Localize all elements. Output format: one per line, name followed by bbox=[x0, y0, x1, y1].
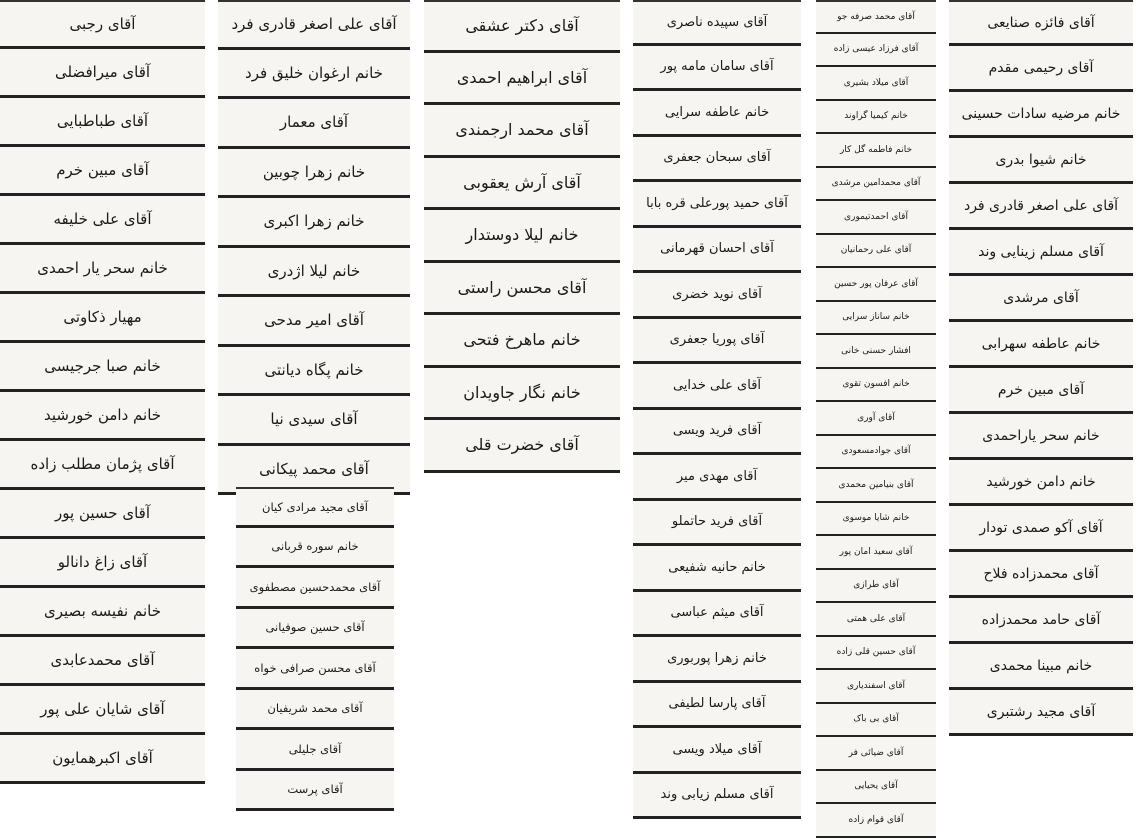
name-cell: آقای حامد محمدزاده bbox=[949, 598, 1133, 644]
name-cell: آقای حمید پورعلی قره بابا bbox=[633, 182, 801, 228]
name-cell: آقای امیر مدحی bbox=[218, 297, 410, 347]
name-cell: خانم صبا جرجیسی bbox=[0, 343, 205, 392]
name-cell: خانم مرضیه سادات حسینی bbox=[949, 92, 1133, 138]
name-list-column-3 bbox=[236, 487, 394, 811]
name-cell: خانم ارغوان خلیق فرد bbox=[218, 50, 410, 100]
name-cell: آقای محمدزاده فلاح bbox=[949, 552, 1133, 598]
name-cell: خانم سحر یاراحمدی bbox=[949, 414, 1133, 460]
name-cell: آقای عرفان پور حسین bbox=[816, 268, 936, 302]
name-cell: آقای محمد شریفیان bbox=[236, 690, 394, 731]
name-cell: خانم شیوا بدری bbox=[949, 138, 1133, 184]
name-cell: آقای معمار bbox=[218, 99, 410, 149]
name-cell: آقای دکتر عشقی bbox=[424, 0, 620, 53]
name-cell: آقای سعید امان پور bbox=[816, 536, 936, 570]
name-cell: خانم زهرا پوربوری bbox=[633, 637, 801, 683]
name-cell: خانم کیمیا گراوند bbox=[816, 101, 936, 135]
name-cell: آقای سیدی نیا bbox=[218, 396, 410, 446]
name-cell: آقای حسین صوفیانی bbox=[236, 609, 394, 650]
name-cell: آقای سپیده ناصری bbox=[633, 0, 801, 46]
name-list-column-7 bbox=[949, 0, 1133, 736]
name-cell: آقای محسن صرافی خواه bbox=[236, 649, 394, 690]
name-cell: آقای جوادمسعودی bbox=[816, 436, 936, 470]
name-cell: آقای پوریا جعفری bbox=[633, 319, 801, 365]
name-cell: آقای فائزه صنایعی bbox=[949, 0, 1133, 46]
name-cell: خانم ساناز سرایی bbox=[816, 302, 936, 336]
name-cell: آقای آوری bbox=[816, 402, 936, 436]
name-cell: آقای علی همتی bbox=[816, 603, 936, 637]
name-cell: خانم فاطمه گل کار bbox=[816, 134, 936, 168]
name-cell: خانم مبینا محمدی bbox=[949, 644, 1133, 690]
name-cell: آقای نوید خضری bbox=[633, 273, 801, 319]
name-cell: خانم سوره قربانی bbox=[236, 528, 394, 569]
name-cell: آقای مبین خرم bbox=[0, 147, 205, 196]
name-cell: آقای محمد صرفه جو bbox=[816, 0, 936, 34]
name-cell: آقای پارسا لطیفی bbox=[633, 683, 801, 729]
name-cell: آقای خضرت قلی bbox=[424, 420, 620, 473]
name-cell: خانم ماهرخ فتحی bbox=[424, 315, 620, 368]
name-cell: آقای میلاد بشیری bbox=[816, 67, 936, 101]
name-cell: آقای محمدامین مرشدی bbox=[816, 168, 936, 202]
name-cell: آقای رحیمی مقدم bbox=[949, 46, 1133, 92]
name-cell: آقای فرزاد عیسی زاده bbox=[816, 34, 936, 68]
name-cell: خانم دامن خورشید bbox=[0, 392, 205, 441]
name-cell: آقای فرید حاتملو bbox=[633, 501, 801, 547]
name-cell: مهیار ذکاوتی bbox=[0, 294, 205, 343]
name-cell: آقای محمدعابدی bbox=[0, 637, 205, 686]
name-cell: آقای احمدتیموری bbox=[816, 201, 936, 235]
name-cell: آقای مبین خرم bbox=[949, 368, 1133, 414]
name-cell: آقای طرازی bbox=[816, 570, 936, 604]
name-cell: آقای محسن راستی bbox=[424, 263, 620, 316]
name-cell: افشار حسنی خانی bbox=[816, 335, 936, 369]
name-cell: خانم پگاه دیانتی bbox=[218, 347, 410, 397]
name-cell: آقای آرش یعقوبی bbox=[424, 158, 620, 211]
name-cell: آقای مرشدی bbox=[949, 276, 1133, 322]
name-cell: آقای علی اصغر قادری فرد bbox=[949, 184, 1133, 230]
name-cell: آقای مجید مرادی کیان bbox=[236, 487, 394, 528]
name-cell: خانم شایا موسوی bbox=[816, 503, 936, 537]
name-cell: آقای میثم عباسی bbox=[633, 592, 801, 638]
name-cell: خانم افسون تقوی bbox=[816, 369, 936, 403]
name-cell: آقای پرست bbox=[236, 771, 394, 812]
name-list-column-2 bbox=[218, 0, 410, 495]
name-list-column-4 bbox=[424, 0, 620, 473]
name-cell: خانم دامن خورشید bbox=[949, 460, 1133, 506]
name-cell: آقای آکو صمدی تودار bbox=[949, 506, 1133, 552]
name-cell: آقای مهدی میر bbox=[633, 455, 801, 501]
name-cell: آقای حسین قلی زاده bbox=[816, 637, 936, 671]
name-cell: خانم سحر یار احمدی bbox=[0, 245, 205, 294]
name-cell: آقای اکبرهمایون bbox=[0, 735, 205, 784]
name-cell: آقای ابراهیم احمدی bbox=[424, 53, 620, 106]
name-cell: آقای میرافضلی bbox=[0, 49, 205, 98]
name-list-column-6 bbox=[816, 0, 936, 838]
name-cell: آقای علی خدایی bbox=[633, 364, 801, 410]
name-cell: آقای مسلم زینایی وند bbox=[949, 230, 1133, 276]
name-cell: خانم زهرا اکبری bbox=[218, 198, 410, 248]
name-cell: آقای مسلم زیابی وند bbox=[633, 774, 801, 820]
name-cell: خانم نگار جاویدان bbox=[424, 368, 620, 421]
name-cell: آقای یحیایی bbox=[816, 771, 936, 805]
name-cell: آقای شایان علی پور bbox=[0, 686, 205, 735]
name-cell: آقای طباطبایی bbox=[0, 98, 205, 147]
name-cell: آقای علی رحمانیان bbox=[816, 235, 936, 269]
name-cell: آقای مجید رشتبری bbox=[949, 690, 1133, 736]
name-list-column-5 bbox=[633, 0, 801, 819]
name-cell: آقای محمد ارجمندی bbox=[424, 105, 620, 158]
name-cell: آقای سامان مامه پور bbox=[633, 46, 801, 92]
name-cell: آقای بی باک bbox=[816, 704, 936, 738]
name-cell: آقای احسان قهرمانی bbox=[633, 228, 801, 274]
name-cell: آقای حسین پور bbox=[0, 490, 205, 539]
name-cell: آقای علی اصغر قادری فرد bbox=[218, 0, 410, 50]
name-cell: آقای اسفندیاری bbox=[816, 670, 936, 704]
name-cell: آقای زاغ دانالو bbox=[0, 539, 205, 588]
name-list-column-1 bbox=[0, 0, 205, 784]
name-cell: آقای بنیامین محمدی bbox=[816, 469, 936, 503]
name-cell: آقای فرید ویسی bbox=[633, 410, 801, 456]
name-cell: خانم عاطفه سهرابی bbox=[949, 322, 1133, 368]
name-cell: آقای ضیائی فر bbox=[816, 737, 936, 771]
name-cell: آقای قوام زاده bbox=[816, 804, 936, 838]
name-cell: خانم نفیسه بصیری bbox=[0, 588, 205, 637]
name-cell: آقای محمد پیکانی bbox=[218, 446, 410, 496]
name-cell: آقای جلیلی bbox=[236, 730, 394, 771]
name-cell: آقای محمدحسین مصطفوی bbox=[236, 568, 394, 609]
name-cell: آقای رجبی bbox=[0, 0, 205, 49]
name-cell: آقای میلاد ویسی bbox=[633, 728, 801, 774]
name-cell: خانم حانیه شفیعی bbox=[633, 546, 801, 592]
name-cell: آقای سبحان جعفری bbox=[633, 137, 801, 183]
name-cell: خانم زهرا چوبین bbox=[218, 149, 410, 199]
name-cell: خانم لیلا اژدری bbox=[218, 248, 410, 298]
name-cell: خانم عاطفه سرایی bbox=[633, 91, 801, 137]
name-cell: آقای پژمان مطلب زاده bbox=[0, 441, 205, 490]
name-cell: خانم لیلا دوستدار bbox=[424, 210, 620, 263]
name-cell: آقای علی خلیفه bbox=[0, 196, 205, 245]
